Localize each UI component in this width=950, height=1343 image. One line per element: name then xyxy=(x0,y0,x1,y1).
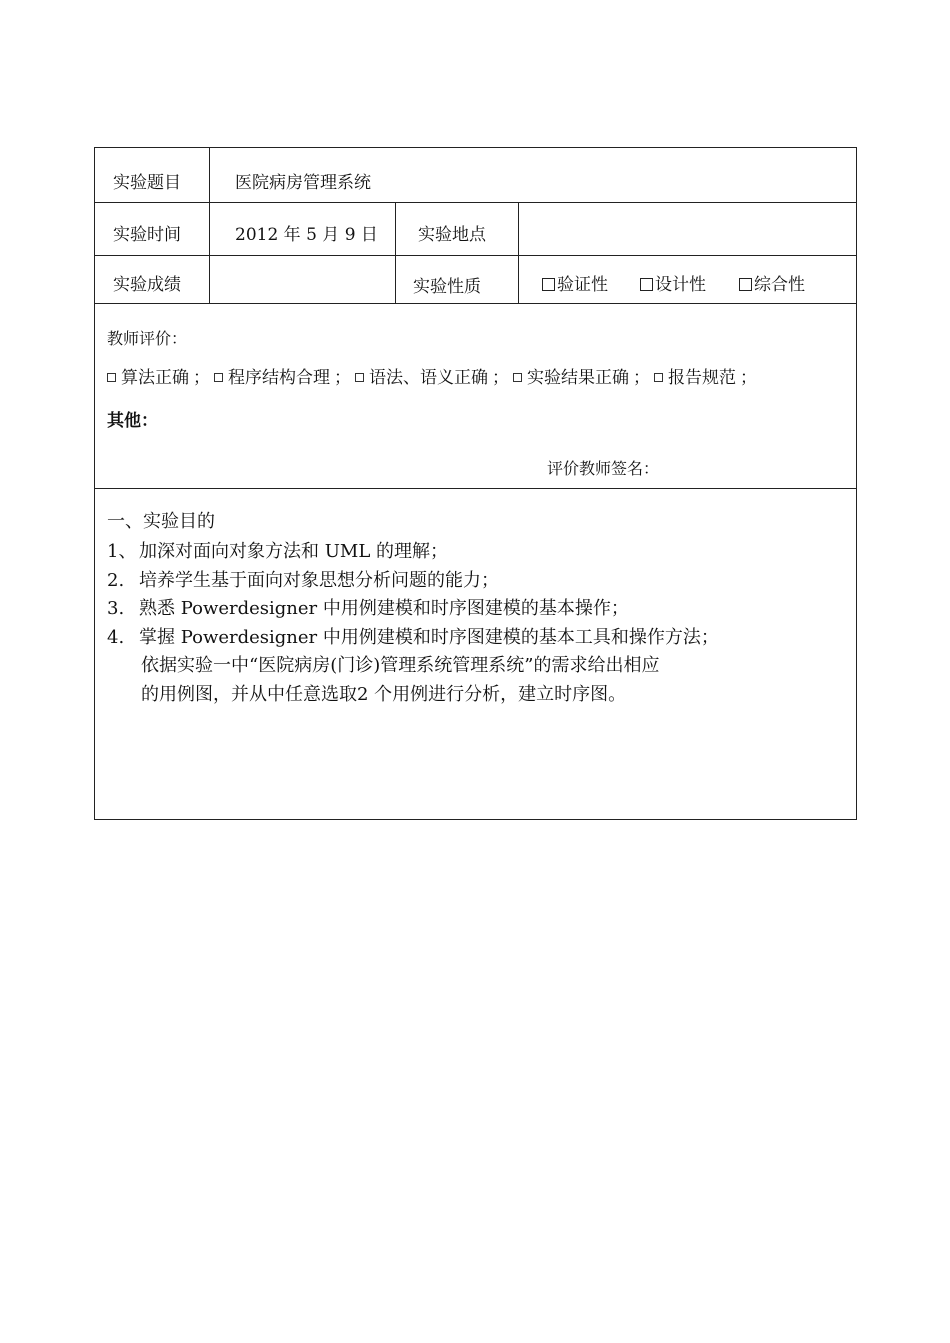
criterion-label: 报告规范 xyxy=(668,368,736,388)
criterion-report[interactable] xyxy=(654,368,736,388)
row-divider xyxy=(95,303,856,304)
nature-label: 实验性质 xyxy=(413,277,481,297)
other-label: 其他： xyxy=(107,411,158,431)
report-form xyxy=(94,147,857,820)
objective-number: 3. xyxy=(107,598,125,619)
column-divider xyxy=(209,148,210,303)
nature-option-label: 综合性 xyxy=(754,275,805,295)
separator: ； xyxy=(492,368,509,388)
nature-option-verify[interactable] xyxy=(542,275,608,295)
criterion-result[interactable] xyxy=(513,368,629,388)
nature-option-label: 验证性 xyxy=(557,275,608,295)
separator: ； xyxy=(740,368,757,388)
objective-item xyxy=(107,626,719,650)
criterion-label: 语法、语义正确 xyxy=(369,368,488,388)
criterion-label: 实验结果正确 xyxy=(527,368,629,388)
signature-label: 评价教师签名： xyxy=(547,459,660,478)
topic-value: 医院病房管理系统 xyxy=(235,173,371,193)
checkbox-icon[interactable] xyxy=(214,373,223,382)
separator: ； xyxy=(334,368,351,388)
objective-text: 熟悉 Powerdesigner 中用例建模和时序图建模的基本操作； xyxy=(139,598,629,619)
objective-item xyxy=(107,597,629,621)
evaluation-criteria xyxy=(107,367,761,389)
objective-item xyxy=(107,540,448,564)
objective-text: 培养学生基于面向对象思想分析问题的能力； xyxy=(139,570,499,591)
row-divider xyxy=(95,488,856,489)
checkbox-icon[interactable] xyxy=(542,278,555,291)
nature-option-label: 设计性 xyxy=(655,275,706,295)
objective-continuation: 依据实验一中“医院病房(门诊)管理系统管理系统”的需求给出相应 xyxy=(141,655,660,676)
objective-number: 4. xyxy=(107,627,125,648)
checkbox-icon[interactable] xyxy=(355,373,364,382)
column-divider xyxy=(518,202,519,303)
checkbox-icon[interactable] xyxy=(107,373,116,382)
criterion-syntax[interactable] xyxy=(355,368,488,388)
nature-option-comprehensive[interactable] xyxy=(739,275,805,295)
column-divider xyxy=(395,202,396,303)
objective-text: 加深对面向对象方法和 UML 的理解； xyxy=(139,541,448,562)
checkbox-icon[interactable] xyxy=(739,278,752,291)
objective-item xyxy=(107,569,499,593)
criterion-structure[interactable] xyxy=(214,368,330,388)
criterion-algorithm[interactable] xyxy=(107,368,189,388)
objectives-heading: 一、实验目的 xyxy=(107,511,215,532)
topic-label: 实验题目 xyxy=(113,173,181,193)
objective-number: 2. xyxy=(107,570,125,591)
nature-option-design[interactable] xyxy=(640,275,706,295)
checkbox-icon[interactable] xyxy=(640,278,653,291)
grade-label: 实验成绩 xyxy=(113,275,181,295)
separator: ； xyxy=(193,368,210,388)
checkbox-icon[interactable] xyxy=(654,373,663,382)
time-label: 实验时间 xyxy=(113,225,181,245)
objective-number: 1、 xyxy=(107,541,137,562)
checkbox-icon[interactable] xyxy=(513,373,522,382)
evaluation-title: 教师评价： xyxy=(107,329,188,348)
location-label: 实验地点 xyxy=(418,225,486,245)
criterion-label: 程序结构合理 xyxy=(228,368,330,388)
criterion-label: 算法正确 xyxy=(121,368,189,388)
objective-continuation: 的用例图，并从中任意选取2 个用例进行分析，建立时序图。 xyxy=(141,684,627,705)
objective-text: 掌握 Powerdesigner 中用例建模和时序图建模的基本工具和操作方法； xyxy=(139,627,719,648)
time-value: 2012 年 5 月 9 日 xyxy=(235,225,378,245)
separator: ； xyxy=(633,368,650,388)
